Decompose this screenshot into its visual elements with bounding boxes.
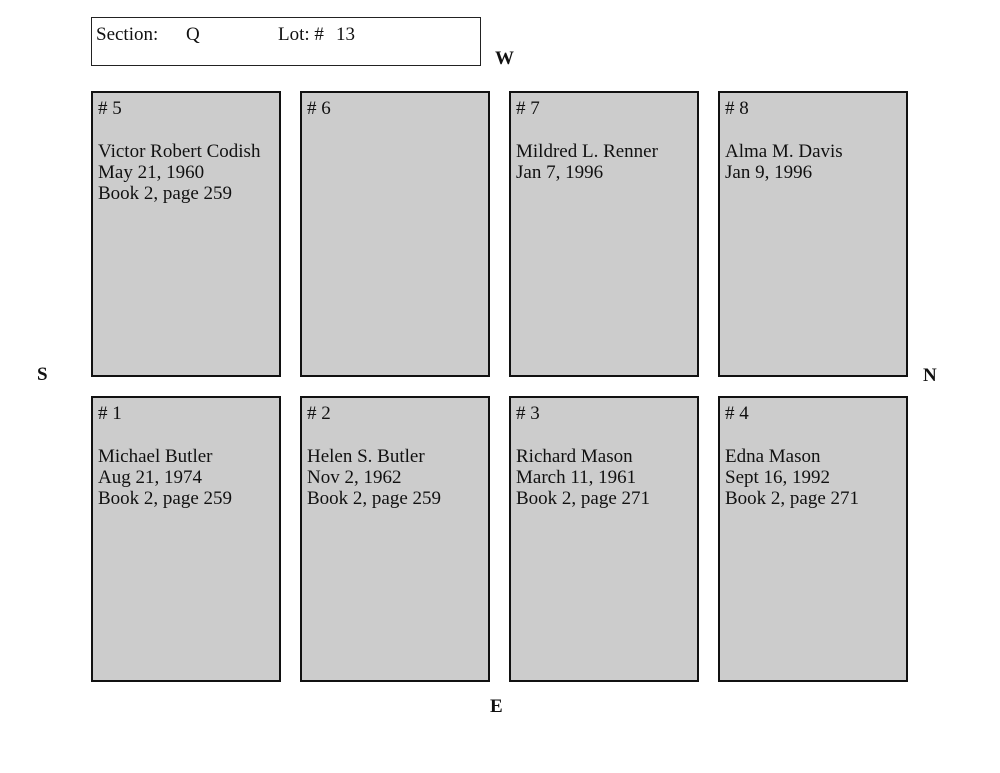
plot-name: Victor Robert Codish xyxy=(98,141,261,162)
compass-south: S xyxy=(37,364,48,385)
plot-date: May 21, 1960 xyxy=(98,162,205,183)
compass-west: W xyxy=(495,48,514,69)
plot-date: Jan 9, 1996 xyxy=(725,162,813,183)
lot-value: 13 xyxy=(336,24,355,45)
plot-8 xyxy=(718,91,908,377)
compass-east: E xyxy=(490,696,503,717)
plot-name: Michael Butler xyxy=(98,446,213,467)
section-label: Section: xyxy=(96,24,159,45)
plot-date: Jan 7, 1996 xyxy=(516,162,604,183)
plot-number: # 7 xyxy=(516,98,540,119)
plot-5 xyxy=(91,91,281,377)
plot-number: # 3 xyxy=(516,403,540,424)
plot-7 xyxy=(509,91,699,377)
section-lot-header xyxy=(91,17,481,66)
plot-number: # 1 xyxy=(98,403,122,424)
plot-name: Alma M. Davis xyxy=(725,141,843,162)
plot-record: Book 2, page 271 xyxy=(516,488,651,509)
compass-north: N xyxy=(923,365,937,386)
plot-name: Richard Mason xyxy=(516,446,633,467)
plot-name: Mildred L. Renner xyxy=(516,141,658,162)
plot-record: Book 2, page 259 xyxy=(98,183,233,204)
plot-number: # 4 xyxy=(725,403,749,424)
plot-date: Sept 16, 1992 xyxy=(725,467,831,488)
plot-number: # 5 xyxy=(98,98,122,119)
plot-2 xyxy=(300,396,490,682)
plot-number: # 8 xyxy=(725,98,749,119)
plot-record: Book 2, page 271 xyxy=(725,488,860,509)
plot-4 xyxy=(718,396,908,682)
plot-number: # 6 xyxy=(307,98,331,119)
lot-label: Lot: # xyxy=(278,24,324,45)
plot-6 xyxy=(300,91,490,377)
plot-date: Nov 2, 1962 xyxy=(307,467,402,488)
plot-record: Book 2, page 259 xyxy=(307,488,442,509)
plot-number: # 2 xyxy=(307,403,331,424)
section-value: Q xyxy=(186,24,200,45)
plot-1 xyxy=(91,396,281,682)
plot-3 xyxy=(509,396,699,682)
plot-date: Aug 21, 1974 xyxy=(98,467,202,488)
plot-date: March 11, 1961 xyxy=(516,467,637,488)
plot-name: Edna Mason xyxy=(725,446,821,467)
plot-name: Helen S. Butler xyxy=(307,446,425,467)
plot-record: Book 2, page 259 xyxy=(98,488,233,509)
